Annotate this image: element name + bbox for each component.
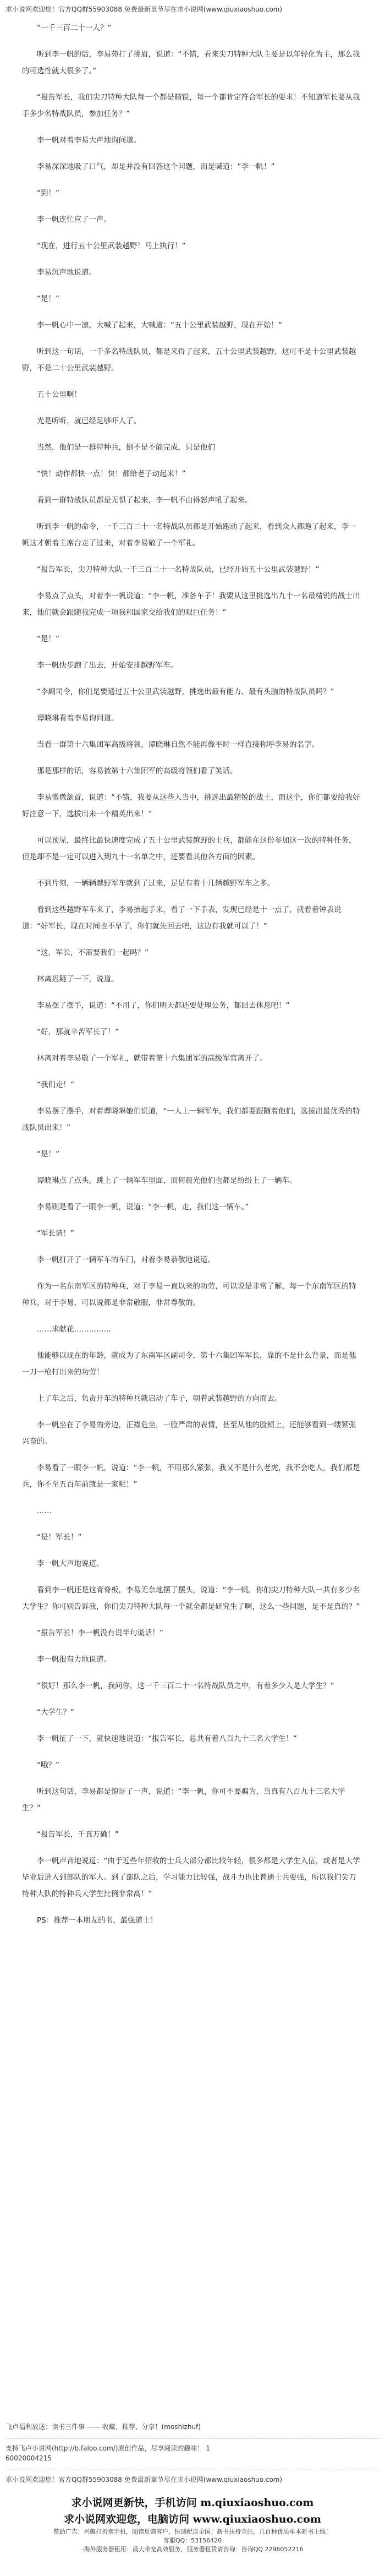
article-paragraph: “我们走！”: [37, 1080, 74, 1089]
site-notice-footer: 求小说网欢迎您！官方QQ群55903088 免费最新章节尽在求小说网(www.qiuxiaoshuo.com): [6, 2476, 283, 2484]
support-link-line[interactable]: 支持飞卢小说网(http://b.faloo.com/)原创作品，尽享阅读的趣味！ 1: [6, 2444, 210, 2452]
article-paragraph: PS：推荐一本朋友的书，最强道士！: [37, 1916, 158, 1925]
article-paragraph: “大学生？”: [37, 1708, 74, 1717]
article-paragraph: “是！”: [37, 1150, 59, 1159]
article-paragraph: 听到李一帆的命令，一千三百二十一名特战队员都是开始跑动了起来，看到众人都跑了起来，李一帆这才朝着主席台走了过来，对着李易敬了一个军礼。: [22, 522, 356, 548]
article-paragraph: 李易微微颔首，说道：“不错，我要从这些人当中，挑选出最精锐的战士，而这个，你们都要给我好好注意一下，选拔出来一个精英出来！”: [22, 793, 360, 818]
article-paragraph: “快！动作都快一点！快！都给老子动起来！”: [37, 470, 186, 478]
article-paragraph: 看到一群特战队员都是无惧了起来，李一帆不由得怒声吼了起来。: [37, 496, 252, 505]
page-footer: [6, 2422, 380, 2554]
site-notice-header: 求小说网欢迎您！官方QQ群55903088 免费最新章节尽在求小说网(www.qiuxiaoshuo.com): [6, 6, 283, 13]
article-paragraph: 谭晓琳点了点头，跳上了一辆军车里面，而何晨光他们也都是纷纷上了一辆车。: [37, 1176, 297, 1185]
article-paragraph: 李一帆对着李易大声地询问道。: [37, 136, 141, 145]
article-paragraph: 作为一名东南军区的特种兵，对于李易一直以来的功劳，可以说是非常了解，每一个东南军区的特种兵，对于李易，可以说都是非常敬服，非常尊敬的。: [22, 1282, 356, 1307]
article-paragraph: 光是听听，就已经足够吓人了。: [37, 417, 141, 425]
article-paragraph: “一千三百二十一人？”: [37, 24, 112, 32]
article-paragraph: “报告军长，千真万确！”: [37, 1830, 119, 1839]
article-paragraph: 听到这一句话，一千多名特战队员，都是来得了起来，五十公里武装越野，这可不是十公里武装越野，不是二十公里武装越野。: [22, 347, 356, 373]
article-paragraph: “是！”: [37, 635, 59, 643]
chapter-code: 60020004215: [6, 2454, 52, 2462]
chapter-article: [22, 20, 363, 1939]
article-paragraph: “报告军长，我们尖刀特种大队每一个都是精锐，每一个都肯定符合军长的要求！不知道军长要从我手多少名特战队员，参加任务？”: [22, 93, 360, 118]
article-paragraph: 李一帆快步跑了出去，开始安排越野军车。: [37, 661, 178, 670]
article-paragraph: 看到李一帆还是这背脊板，李易无奈地摆了摆头，说道：“李一帆，你们尖刀特种大队一共有多少名大学生？你可别告诉我，你们尖刀特种大队每一个就全都是研究生了啊，这么一些问题，是不是真的？”: [22, 1586, 360, 1611]
desktop-access-line[interactable]: 求小说网欢迎您，电脑访问 www.qiuxiaoshuo.com: [64, 2513, 321, 2525]
article-paragraph: 李一帆坐在了李易的旁边，正襟危坐，一脸严肃的表情，甚至从他的脸颊上，还能够看到一缕紧张兴奋的。: [22, 1421, 356, 1446]
article-paragraph: “是！军长！”: [37, 1533, 82, 1542]
article-paragraph: 当看一群第十六集团军高级将领，谭晓琳自然不能再像平时一样直接称呼李易的名字。: [37, 740, 319, 749]
article-paragraph: 那是那样的话，容易被第十六集团军的高级将领们看了笑话。: [37, 767, 238, 776]
article-paragraph: 当然，他们是一群特种兵，倒不是不能完成，只是他们: [37, 443, 215, 452]
article-paragraph: 李一帆心中一凛，大喊了起来，大喊道：“五十公里武装越野，现在开始！”: [37, 321, 282, 330]
server-ad-line: -海外服务器租用：最大带宽高效服务，服务器租赁请咨询：咨询QQ 2296052216: [81, 2546, 304, 2553]
article-paragraph: “到！”: [37, 189, 59, 198]
article-paragraph: 李一帆很有力地说道。: [37, 1655, 111, 1664]
article-paragraph: 李一帆征了一下，就快速地说道：“报告军长，总共有着八百九十三名大学生！”: [37, 1734, 297, 1743]
article-paragraph: 听到李一帆的话，李易苑打了挑眉，说道：“不错，看来尖刀特种大队主要是以年轻化为主，那么我的可选性就大很多了。”: [22, 50, 360, 75]
article-paragraph: ……: [37, 1507, 52, 1515]
article-paragraph: 可以预见，最终比最快速度完成了五十公里武装越野的士兵，都能在这份参加这一次的特种任务，但是却不是一定可以进入到九十一名单之中，还要看其他各方面的因素。: [22, 836, 356, 861]
service-qq-line: 客服QQ：53156420: [163, 2537, 222, 2544]
article-paragraph: “现在，进行五十公里武装越野！马上执行！”: [37, 242, 186, 250]
article-paragraph: 李易深深地吸了口气，却是并没有回答这个问题，而是喊道：“李一帆！”: [37, 162, 275, 171]
article-paragraph: 谭晓琳看着李易询问道。: [37, 714, 119, 723]
article-paragraph: 李易沉声地说道。: [37, 268, 96, 277]
article-paragraph: 李易看了一眼李一帆，说道：“李一帆，不用那么紧张，我又不是什么老虎，我不会吃人，我们都是兵，你不至五百年前就是一家呢！”: [22, 1464, 360, 1489]
article-paragraph: “好，那就辛苦军长了！”: [37, 1028, 119, 1036]
sponsor-ad-line: 赞助广告：兴趣打折卖手机，阅读反馈客户，快速配送全国；新书扶持全站，几百种优质单本新书上线！: [53, 2528, 332, 2535]
article-paragraph: 他能够以现在的年龄，就成为了东南军区副司令，第十六集团军军长，靠的不是什么背景，而是他一刀一枪打出来的功劳！: [22, 1351, 356, 1377]
article-paragraph: 李易点了点头，对着李一帆说道：“李一帆，准备车子！我要从这里挑选出九十一名最精锐的战士出来，他们就会跟随我完成一项我和国家交给我们的艰巨任务！”: [22, 592, 360, 617]
article-paragraph: “很好！那么李一帆，我问你，这一千三百二十一名特战队员之中，有着多少人是大学生？”: [37, 1682, 334, 1690]
article-paragraph: 李一帆连忙应了一声。: [37, 215, 111, 224]
article-paragraph: “军长请！”: [37, 1229, 74, 1238]
article-paragraph: ……求献花……………: [37, 1325, 111, 1334]
footer-divider: [6, 2438, 380, 2439]
site-access-block: [6, 2495, 380, 2554]
article-paragraph: “哦？”: [37, 1761, 59, 1770]
article-paragraph: 林离对着李易敬了一个军礼，就带着第十六集团军的高级军官离开了。: [37, 1054, 267, 1063]
article-paragraph: 不到片刻，一辆辆越野军车就到了过来，足足有着十几辆越野军车之多。: [37, 879, 274, 888]
mobile-access-line[interactable]: 求小说网更新快，手机访问 m.qiuxiaoshuo.com: [71, 2497, 314, 2509]
article-paragraph: 林离迟疑了一下，说道。: [37, 975, 119, 984]
article-paragraph: 上了车之后，负责开车的特种兵就启动了车子，朝着武装越野的方向而去。: [37, 1394, 282, 1403]
article-paragraph: 李易摆了摆手，对着谭晓琳她们说道，“一人上一辆军车，我们都要跟随着他们，选拔出最优秀的特战队员出来！”: [22, 1107, 360, 1132]
article-paragraph: 李一帆大声地说道。: [37, 1559, 104, 1568]
article-paragraph: “是！”: [37, 294, 59, 303]
article-paragraph: 李一帆声音地说道：“由于近些年招收的士兵大部分都比较年轻，很多都是大学生入伍，或者是大学毕业后进入到部队的军人。到了部队之后，学习能力比较强，战斗力也比普通士兵要强，所以我们尖刀特种大队的特种兵大学生比例非常高！”: [22, 1857, 360, 1898]
article-paragraph: “李副司令，你们是要通过五十公里武装越野，挑选出最有能力、最有头脑的特战队员吗？”: [37, 687, 334, 696]
sponsor-line: 飞卢福利放送：读书三件事 —— 收藏、推荐、分享！(moshizhuf): [6, 2423, 201, 2431]
article-paragraph: “报告军长，尖刀特种大队一千三百二十一名特战队员，已经开始五十公里武装越野！”: [37, 565, 320, 574]
article-paragraph: 李易摆了摆手，说道：“不用了，你们明天都还要处理公务，都回去休息吧！”: [37, 1001, 290, 1010]
article-paragraph: 看到这些越野军车来了，李易抬起手来，看了一下手表，发现已经是十一点了，就看着钟表说道：“好军长，现在时间也不早了，你们就先回去吧，这边有我就可以了！”: [22, 905, 342, 931]
article-paragraph: 听到这句话，李易都是惊讶了一声，说道：“李一帆，你可不要骗为，当真有八百九十三名大学生？”: [22, 1787, 345, 1813]
article-paragraph: “报告军长！李一帆没有说半句谎话！”: [37, 1629, 163, 1638]
article-paragraph: 五十公里啊！: [37, 390, 81, 399]
article-paragraph: “这，军长，不需要我们一起吗？”: [37, 948, 148, 957]
article-paragraph: 李一帆打开了一辆军车的车门，对着李易恭敬地说道。: [37, 1256, 215, 1264]
article-paragraph: 李易则是看了一眼李一帆，说道：“李一帆，走，我们这一辆车。”: [37, 1203, 249, 1211]
